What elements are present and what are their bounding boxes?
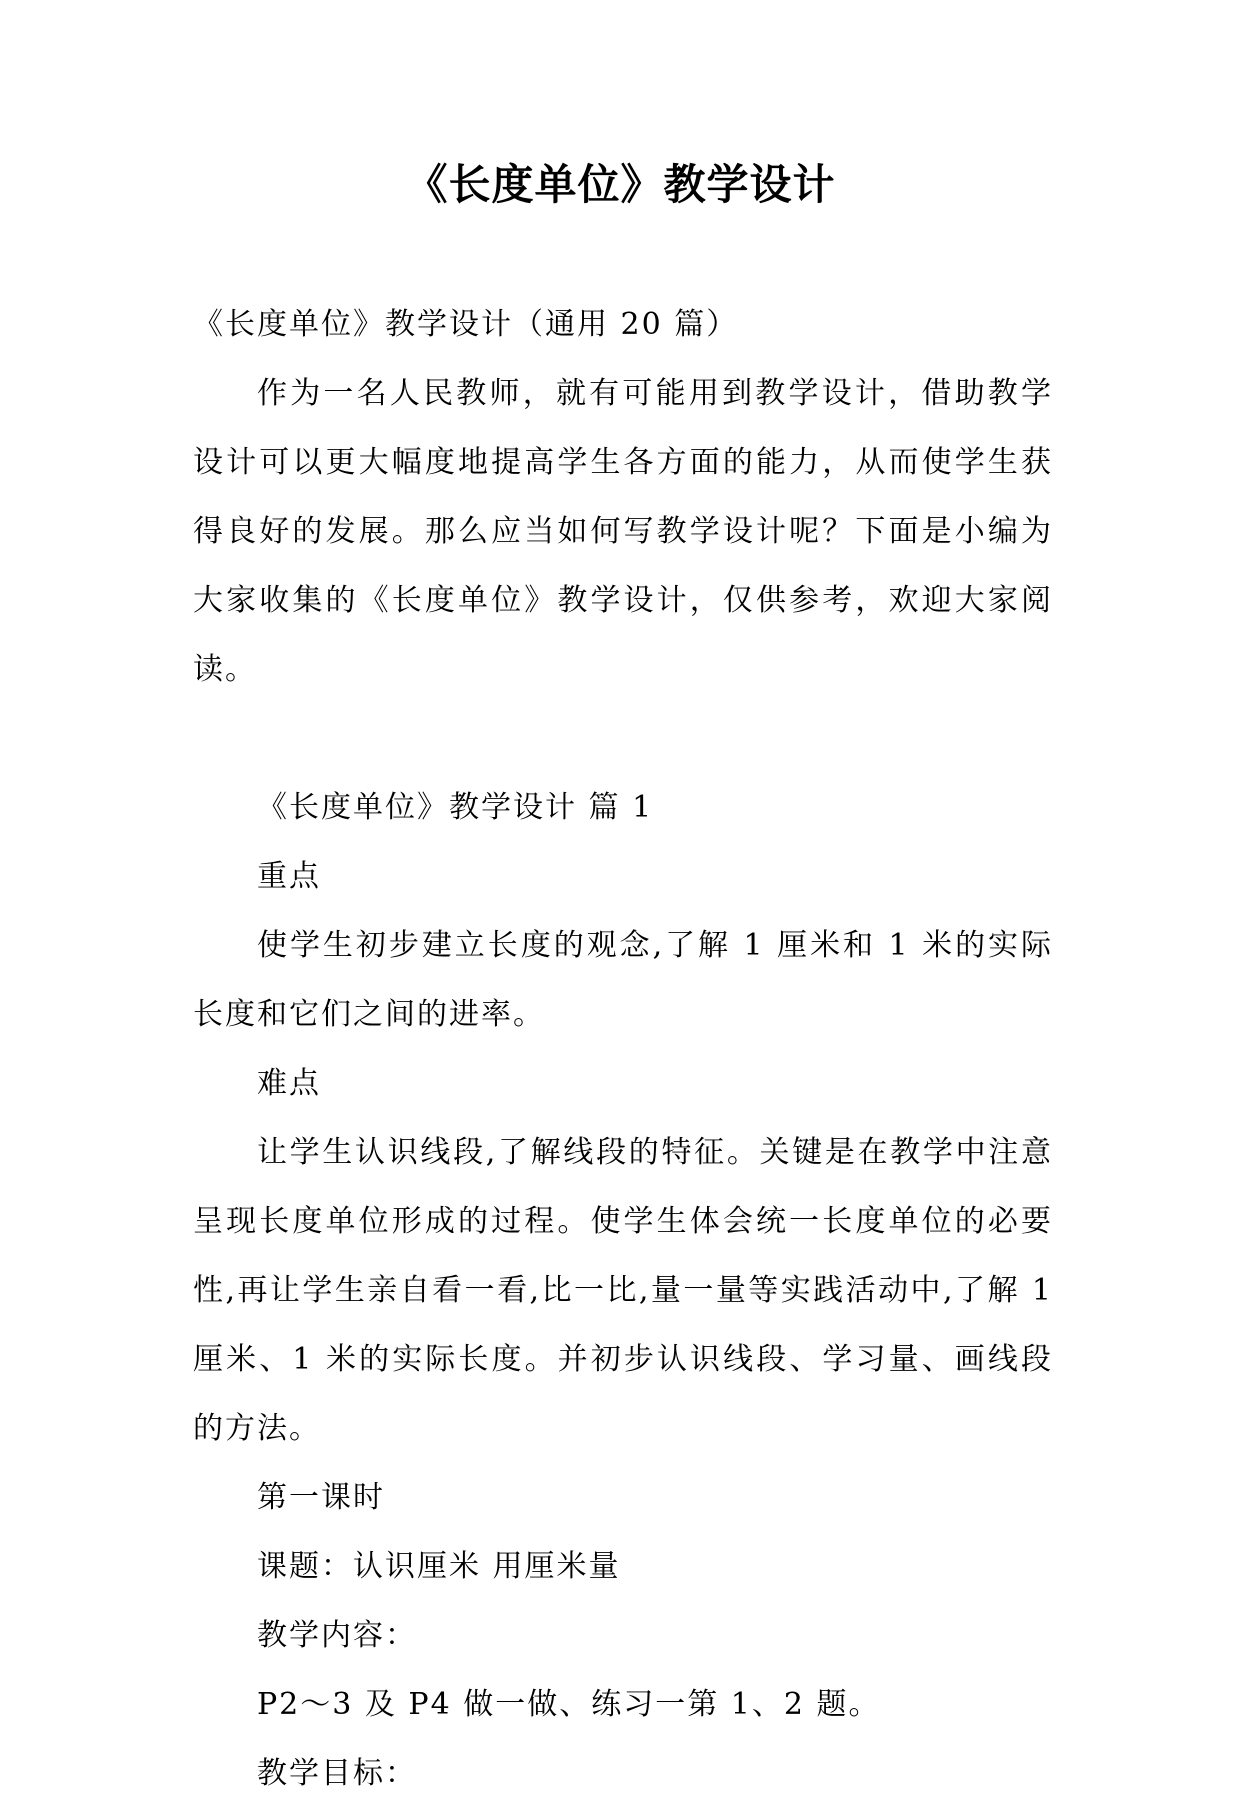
lesson-topic: 课题：认识厘米 用厘米量 bbox=[257, 1549, 621, 1584]
paragraph-key-points: 使学生初步建立长度的观念,了解 1 厘米和 1 米的实际长度和它们之间的进率。 bbox=[193, 928, 1053, 1032]
document-subtitle: 《长度单位》教学设计（通用 20 篇） bbox=[193, 307, 739, 342]
section-heading: 《长度单位》教学设计 篇 1 bbox=[257, 790, 654, 825]
spacer bbox=[193, 704, 1053, 773]
heading-key-points: 重点 bbox=[257, 859, 321, 894]
teaching-goals-label: 教学目标： bbox=[257, 1756, 417, 1791]
heading-difficulties: 难点 bbox=[257, 1066, 321, 1101]
document-title: 《长度单位》教学设计 bbox=[405, 160, 836, 209]
heading-first-lesson: 第一课时 bbox=[257, 1480, 385, 1515]
intro-paragraph: 作为一名人民教师，就有可能用到教学设计，借助教学设计可以更大幅度地提高学生各方面的能力，从而使学生获得良好的发展。那么应当如何写教学设计呢？下面是小编为大家收集的《长度单位》教学设计，仅供参考，欢迎大家阅读。 bbox=[193, 376, 1053, 687]
teaching-content-label: 教学内容： bbox=[257, 1618, 417, 1653]
teaching-content: P2～3 及 P4 做一做、练习一第 1、2 题。 bbox=[257, 1687, 881, 1722]
paragraph-difficulties: 让学生认识线段,了解线段的特征。关键是在教学中注意呈现长度单位形成的过程。使学生体会统一长度单位的必要性,再让学生亲自看一看,比一比,量一量等实践活动中,了解 1 厘米、1 米的实际长度。并初步认识线段、学习量、画线段的方法。 bbox=[193, 1135, 1053, 1446]
document-body bbox=[193, 290, 1053, 1808]
